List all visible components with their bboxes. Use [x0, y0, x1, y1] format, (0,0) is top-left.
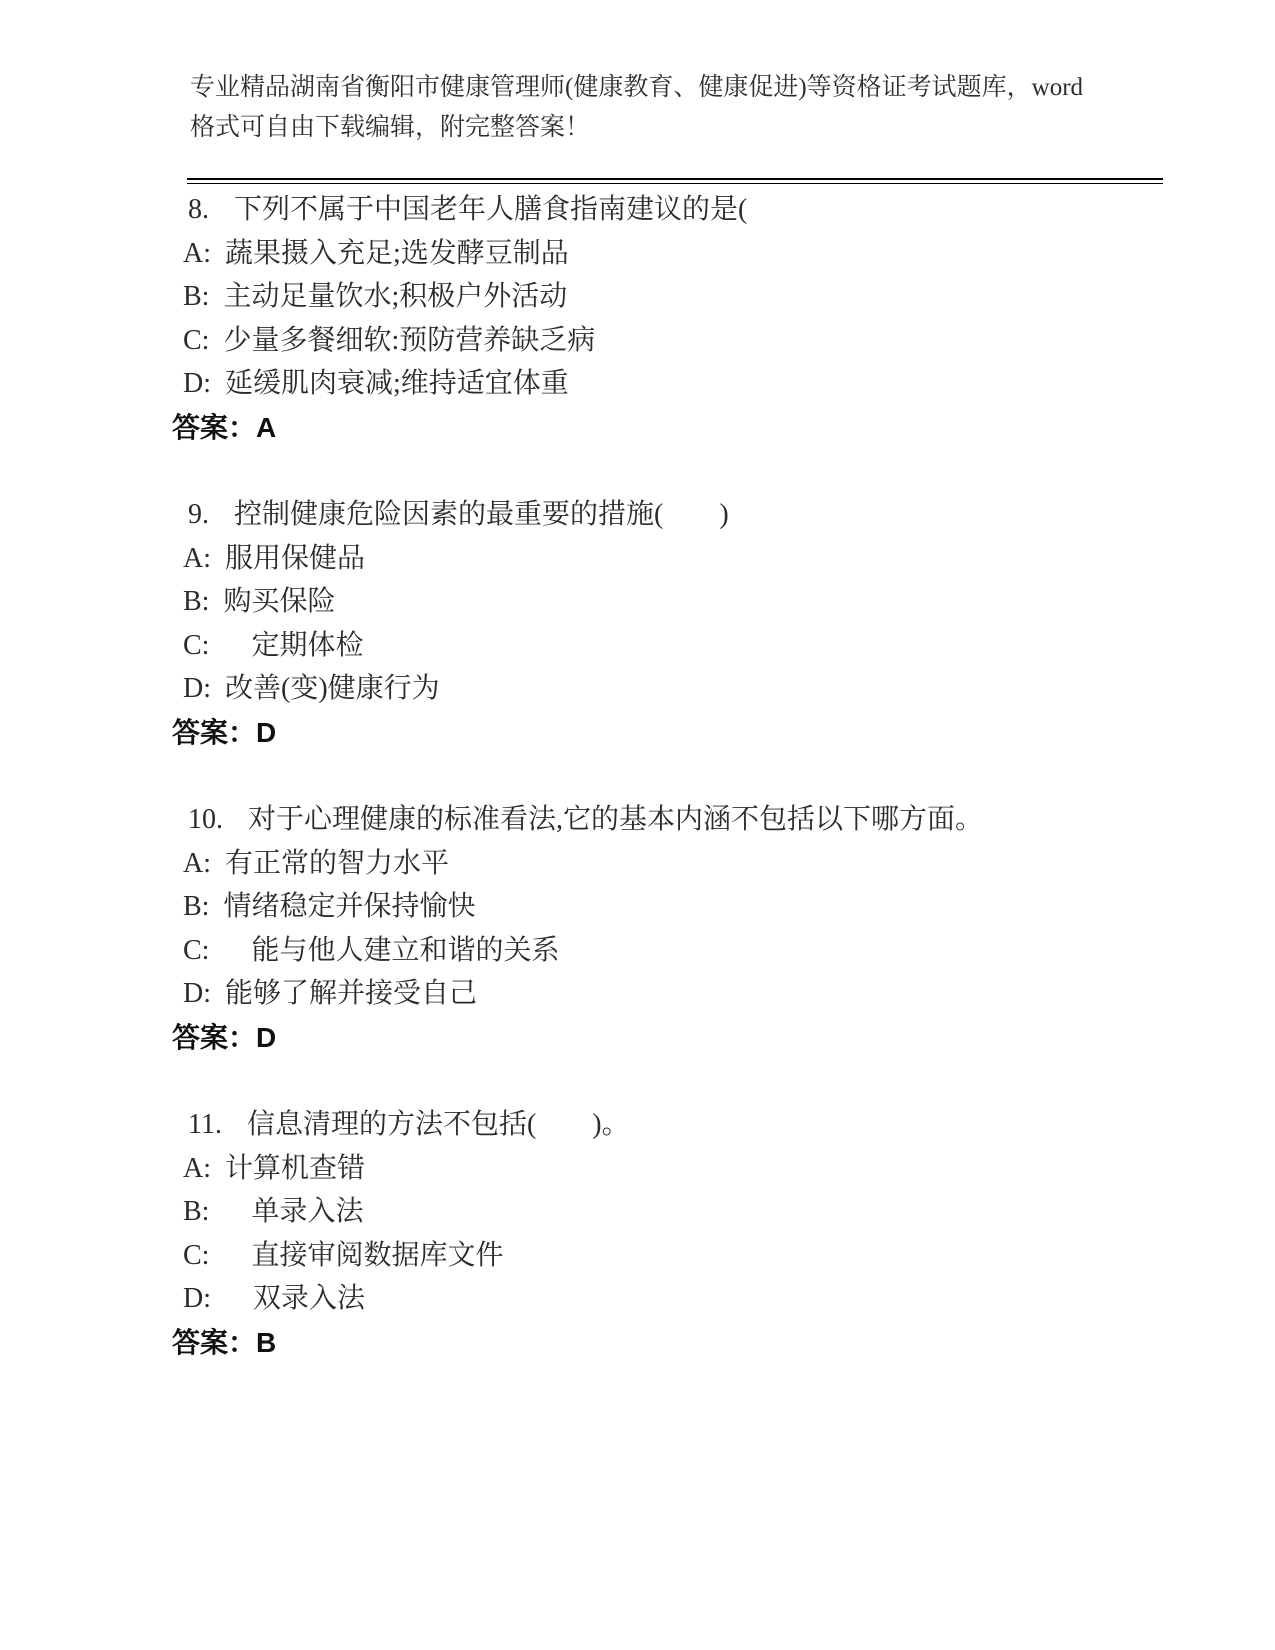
- answer-value: B: [256, 1326, 277, 1358]
- answer-line: [172, 1016, 1162, 1060]
- option-text: 能与他人建立和谐的关系: [223, 934, 560, 966]
- option-line: [172, 929, 1162, 973]
- option-label: D:: [183, 978, 211, 1009]
- option-label: D:: [183, 1283, 211, 1314]
- question-text: 对于心理健康的标准看法,它的基本内涵不包括以下哪方面。: [248, 804, 984, 835]
- option-label: B:: [183, 281, 210, 312]
- option-text: 购买保险: [223, 586, 336, 617]
- answer-line: [172, 711, 1162, 755]
- question-text: 信息清理的方法不包括( )。: [246, 1109, 630, 1140]
- option-label: A:: [183, 542, 211, 574]
- question-title-line: [172, 1103, 1162, 1147]
- option-line: [172, 1190, 1162, 1234]
- question-block: [172, 798, 1162, 1059]
- option-text: 情绪稳定并保持愉快: [223, 891, 476, 922]
- option-line: [172, 362, 1162, 406]
- question-title-line: [172, 798, 1162, 842]
- option-label: A:: [183, 237, 211, 269]
- option-line: [172, 667, 1162, 711]
- answer-line: [172, 406, 1162, 450]
- option-label: B:: [183, 1196, 210, 1227]
- question-block: [172, 493, 1162, 754]
- option-text: 能够了解并接受自己: [225, 978, 478, 1009]
- option-text: 有正常的智力水平: [225, 847, 450, 879]
- option-label: B:: [183, 586, 210, 617]
- question-list: [172, 188, 1162, 1408]
- option-line: [172, 1277, 1162, 1321]
- answer-value: D: [256, 1021, 277, 1053]
- question-number: 8.: [188, 194, 209, 225]
- option-text: 蔬果摄入充足;选发酵豆制品: [225, 237, 569, 269]
- option-label: D:: [183, 673, 211, 704]
- question-title-line: [172, 188, 1162, 232]
- header-line-1: 专业精品湖南省衡阳市健康管理师(健康教育、健康促进)等资格证考试题库，word: [190, 74, 1084, 101]
- header-line-2: 格式可自由下载编辑，附完整答案！: [190, 114, 591, 141]
- question-block: [172, 1103, 1162, 1364]
- answer-prefix: 答案：: [172, 411, 257, 443]
- option-line: [172, 1147, 1162, 1191]
- option-line: [172, 232, 1162, 276]
- option-label: A:: [183, 1152, 211, 1184]
- option-text: 少量多餐细软:预防营养缺乏病: [223, 324, 596, 356]
- option-label: C:: [183, 324, 210, 356]
- answer-prefix: 答案：: [172, 1021, 257, 1053]
- option-label: C:: [183, 1239, 210, 1271]
- question-number: 9.: [188, 499, 209, 530]
- option-label: C:: [183, 934, 210, 966]
- option-text: 改善(变)健康行为: [225, 673, 440, 704]
- question-text: 下列不属于中国老年人膳食指南建议的是(: [234, 194, 748, 225]
- question-block: [172, 188, 1162, 449]
- answer-prefix: 答案：: [172, 1326, 257, 1358]
- question-number: 11.: [188, 1109, 222, 1140]
- question-text: 控制健康危险因素的最重要的措施( ): [234, 499, 729, 530]
- answer-line: [172, 1321, 1162, 1365]
- option-label: C:: [183, 629, 210, 661]
- question-title-line: [172, 493, 1162, 537]
- option-text: 服用保健品: [225, 542, 366, 574]
- option-text: 直接审阅数据库文件: [223, 1239, 504, 1271]
- option-text: 主动足量饮水;积极户外活动: [223, 281, 568, 312]
- answer-value: A: [256, 411, 277, 443]
- option-line: [172, 537, 1162, 581]
- option-line: [172, 972, 1162, 1016]
- option-line: [172, 842, 1162, 886]
- option-text: 双录入法: [225, 1283, 366, 1314]
- option-text: 延缓肌肉衰减;维持适宜体重: [225, 368, 569, 399]
- option-line: [172, 319, 1162, 363]
- option-label: A:: [183, 847, 211, 879]
- option-text: 计算机查错: [225, 1152, 366, 1184]
- question-number: 10.: [188, 804, 223, 835]
- option-line: [172, 275, 1162, 319]
- option-line: [172, 624, 1162, 668]
- option-label: B:: [183, 891, 210, 922]
- option-line: [172, 1234, 1162, 1278]
- option-text: 单录入法: [223, 1196, 364, 1227]
- document-header: [190, 68, 1130, 148]
- option-line: [172, 885, 1162, 929]
- header-divider-double-rule: [187, 178, 1163, 184]
- answer-value: D: [256, 716, 277, 748]
- option-text: 定期体检: [223, 629, 364, 661]
- option-line: [172, 580, 1162, 624]
- option-label: D:: [183, 368, 211, 399]
- answer-prefix: 答案：: [172, 716, 257, 748]
